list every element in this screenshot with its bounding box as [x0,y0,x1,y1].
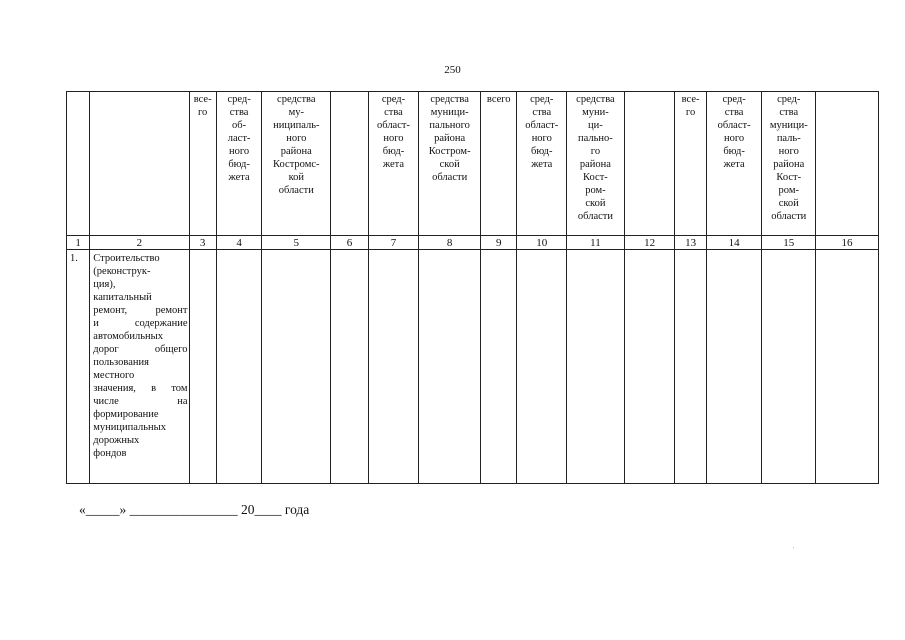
header-cell-label: всего [486,94,511,105]
header-cell-14 [706,92,762,236]
column-number-cell: 3 [189,236,216,250]
column-number-cell: 12 [624,236,675,250]
value-cell-11 [567,250,625,484]
header-cell-11 [567,92,625,236]
budget-table [66,91,879,484]
value-cell-4 [216,250,262,484]
header-cell-16 [816,92,879,236]
row-description-line: числе на [93,396,188,407]
row-description-line: ция), [93,279,116,290]
row-description-line: автомобильных [93,331,163,342]
column-number-cell: 14 [706,236,762,250]
header-cell-2 [90,92,189,236]
header-cell-label [331,92,367,93]
column-number-cell: 4 [216,236,262,250]
value-cell-13 [675,250,706,484]
column-number-cell: 10 [517,236,567,250]
column-number-cell: 1 [67,236,90,250]
header-cell-label: средства му- ниципаль- ного района Костромс- кой области [273,94,320,196]
header-cell-label: все- го [193,94,212,118]
row-description-line: муниципальных [93,422,166,433]
value-cell-9 [481,250,517,484]
value-cell-14 [706,250,762,484]
value-cell-3 [189,250,216,484]
page-number: 250 [444,64,461,76]
header-cell-label: сред- ства об- ласт- ного бюд- жета [227,94,251,183]
row-description-line: Строительство [93,253,160,264]
row-description-cell [90,250,189,484]
scan-speck [793,547,794,548]
header-cell-label: сред- ства област- ного бюд- жета [525,94,559,170]
value-cell-8 [419,250,481,484]
header-cell-9 [481,92,517,236]
header-cell-13 [675,92,706,236]
value-cell-6 [331,250,368,484]
header-cell-label: сред- ства област- ного бюд- жета [717,94,751,170]
row-description-line: ремонт, ремонт [93,305,188,316]
header-cell-10 [517,92,567,236]
row-description-line: дорог общего [93,344,188,355]
header-cell-4 [216,92,262,236]
row-number-cell: 1. [67,250,90,484]
header-cell-label: сред- ства муници- паль- ного района Кост- ром- ской области [769,94,808,222]
header-cell-label: все- го [681,94,700,118]
value-cell-15 [762,250,816,484]
header-cell-8 [419,92,481,236]
signature-date-line: «_____» ________________ 20____ года [79,502,310,517]
row-description-line: дорожных [93,435,140,446]
value-cell-16 [816,250,879,484]
header-cell-5 [262,92,331,236]
value-cell-10 [517,250,567,484]
row-description-line: и содержание [93,318,188,329]
column-number-cell: 5 [262,236,331,250]
value-cell-12 [624,250,675,484]
row-description-line: формирование [93,409,159,420]
header-cell-3 [189,92,216,236]
header-cell-label: средства муници- пального района Костром- ской области [428,94,471,183]
column-number-cell: 16 [816,236,879,250]
column-number-cell: 13 [675,236,706,250]
column-number-cell: 7 [368,236,419,250]
row-description-line: пользования [93,357,149,368]
row-description-line: фондов [93,448,127,459]
header-cell-label [67,92,89,93]
header-cell-6 [331,92,368,236]
header-cell-label [816,92,878,93]
row-description-line: местного [93,370,135,381]
header-cell-label [90,92,188,93]
header-cell-15 [762,92,816,236]
header-cell-label: средства муни- ци- пально- го района Кост- ром- ской области [576,94,615,222]
column-number-cell: 8 [419,236,481,250]
column-number-cell: 15 [762,236,816,250]
row-description-line: (реконструк- [93,266,151,277]
table-row [67,250,879,484]
column-number-row [67,236,879,250]
value-cell-7 [368,250,419,484]
column-number-cell: 6 [331,236,368,250]
header-cell-label [625,92,675,93]
header-row [67,92,879,236]
header-cell-label: сред- ства област- ного бюд- жета [376,94,410,170]
column-number-cell: 2 [90,236,189,250]
row-description-line: капитальный [93,292,152,303]
row-description-line: значения, в том [93,383,188,394]
column-number-cell: 9 [481,236,517,250]
column-number-cell: 11 [567,236,625,250]
header-cell-7 [368,92,419,236]
header-cell-1 [67,92,90,236]
header-cell-12 [624,92,675,236]
value-cell-5 [262,250,331,484]
